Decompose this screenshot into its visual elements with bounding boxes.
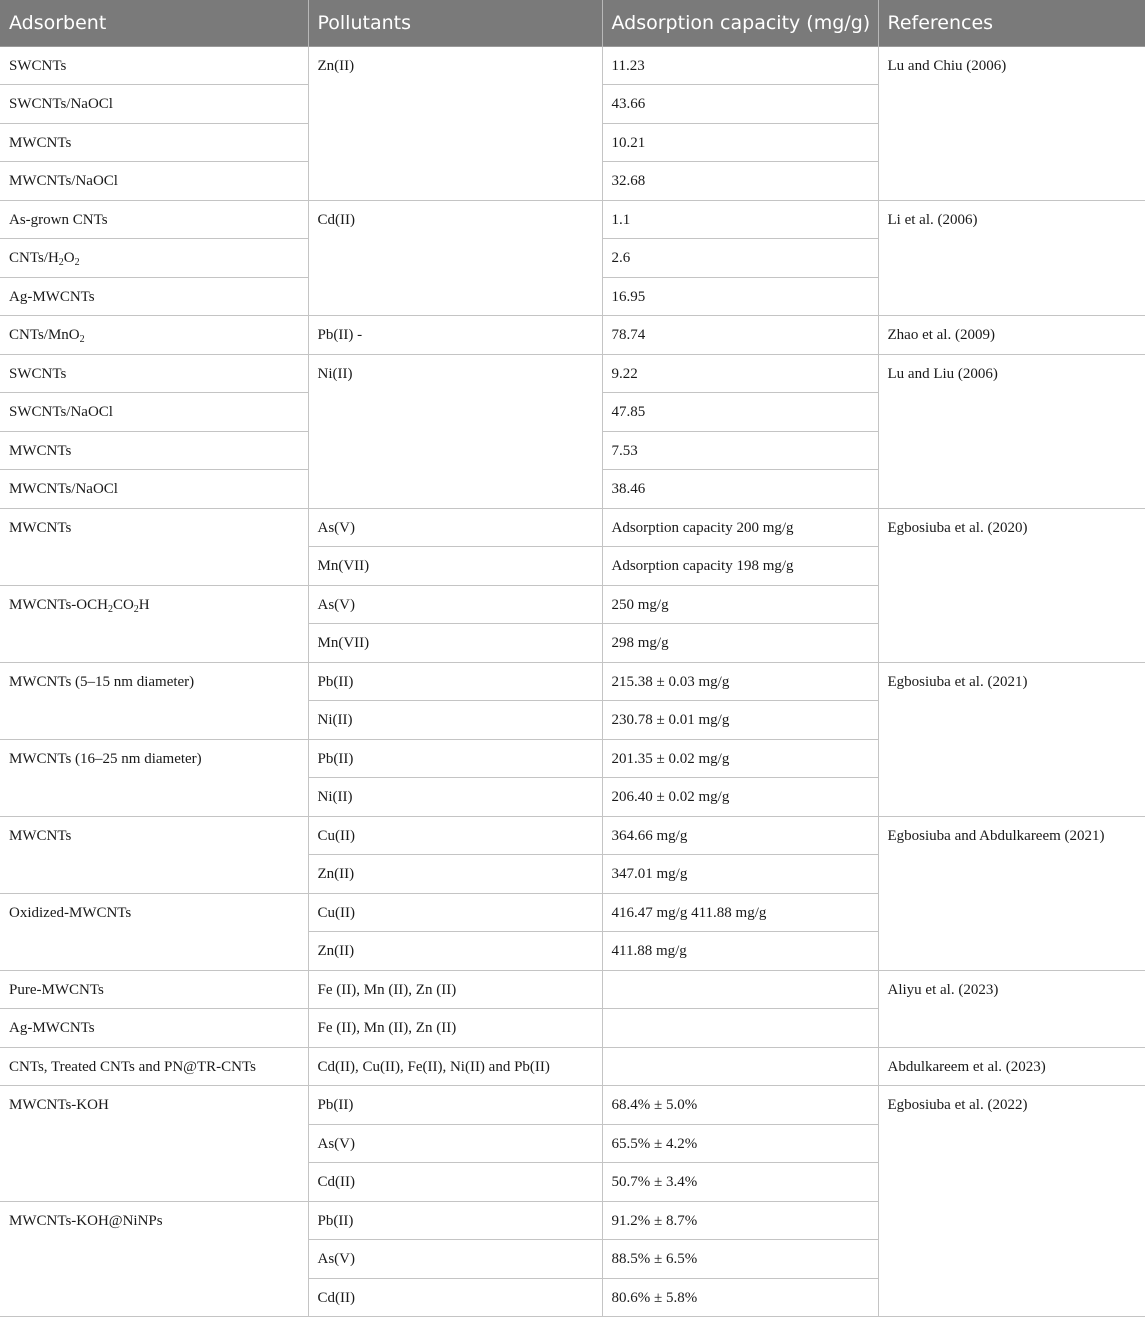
table-row [0,1086,1145,1125]
table-cell: Pb(II) [308,1086,602,1125]
table-cell: SWCNTs/NaOCl [0,85,308,124]
header-adsorbent: Adsorbent [0,0,308,46]
table-cell: As(V) [308,585,602,624]
table-cell: 10.21 [602,123,878,162]
table-row [0,1047,1145,1086]
table-cell: 88.5% ± 6.5% [602,1240,878,1279]
subscript-text: 2 [107,603,113,615]
table-cell: As(V) [308,508,602,547]
table-cell: Lu and Liu (2006) [878,354,1145,508]
table-row [0,508,1145,547]
table-cell: SWCNTs/NaOCl [0,393,308,432]
table-cell: 91.2% ± 8.7% [602,1201,878,1240]
cell-text: CNTs/H [9,250,59,266]
table-cell: Pb(II) [308,662,602,701]
table-cell: Zn(II) [308,855,602,894]
table-cell: Li et al. (2006) [878,200,1145,316]
table-cell: 80.6% ± 5.8% [602,1278,878,1317]
table-cell: 347.01 mg/g [602,855,878,894]
table-cell: 206.40 ± 0.02 mg/g [602,778,878,817]
table-cell: Pb(II) [308,739,602,778]
table-cell: Adsorption capacity 200 mg/g [602,508,878,547]
table-cell: 215.38 ± 0.03 mg/g [602,662,878,701]
table-cell [0,316,308,355]
header-adsorption-capacity: Adsorption capacity (mg/g) [602,0,878,46]
table-cell [602,970,878,1009]
cell-text: H [138,596,150,613]
table-cell: MWCNTs/NaOCl [0,162,308,201]
table-cell: Fe (II), Mn (II), Zn (II) [308,970,602,1009]
cell-text: CNTs/MnO [9,327,80,343]
table-cell: MWCNTs [0,431,308,470]
table-cell: 50.7% ± 3.4% [602,1163,878,1202]
table-cell: Fe (II), Mn (II), Zn (II) [308,1009,602,1048]
table-cell: 2.6 [602,239,878,278]
table-cell: 1.1 [602,200,878,239]
table-cell: MWCNTs [0,816,308,893]
table-cell [602,1047,878,1086]
table-cell: Pb(II) [308,1201,602,1240]
cell-text: O [63,250,75,266]
table-cell: Cd(II) [308,200,602,316]
subscript-text: 2 [133,603,139,615]
table-cell: Oxidized-MWCNTs [0,893,308,970]
table-row [0,970,1145,1009]
table-cell: 230.78 ± 0.01 mg/g [602,701,878,740]
table-row [0,354,1145,393]
table-cell: 68.4% ± 5.0% [602,1086,878,1125]
subscript-text: 2 [58,257,64,268]
table-cell: Mn(VII) [308,624,602,663]
header-pollutants: Pollutants [308,0,602,46]
table-cell: 47.85 [602,393,878,432]
table-cell: Egbosiuba and Abdulkareem (2021) [878,816,1145,970]
table-cell: Abdulkareem et al. (2023) [878,1047,1145,1086]
table-cell: Zn(II) [308,932,602,971]
table-row [0,316,1145,355]
table-cell: 201.35 ± 0.02 mg/g [602,739,878,778]
table-cell: Cd(II) [308,1278,602,1317]
table-cell: Ni(II) [308,778,602,817]
table-cell [602,1009,878,1048]
table-cell: Pb(II) - [308,316,602,355]
subscript-text: 2 [79,334,85,345]
table-cell: Zhao et al. (2009) [878,316,1145,355]
table-body [0,46,1145,1317]
table-cell: Cu(II) [308,893,602,932]
cell-text: CO [112,596,134,613]
table-cell: 7.53 [602,431,878,470]
table-cell: 9.22 [602,354,878,393]
table-cell: MWCNTs (5–15 nm diameter) [0,662,308,739]
table-cell: 250 mg/g [602,585,878,624]
table-cell: 65.5% ± 4.2% [602,1124,878,1163]
table-row [0,200,1145,239]
table-cell: Ni(II) [308,354,602,508]
table-cell: CNTs, Treated CNTs and PN@TR-CNTs [0,1047,308,1086]
table-cell: Adsorption capacity 198 mg/g [602,547,878,586]
table-cell: As(V) [308,1124,602,1163]
table-cell: Egbosiuba et al. (2022) [878,1086,1145,1317]
table-cell: Ni(II) [308,701,602,740]
table-cell: MWCNTs [0,123,308,162]
table-cell: 78.74 [602,316,878,355]
table-cell: 11.23 [602,46,878,85]
table-cell: Mn(VII) [308,547,602,586]
table-cell: Aliyu et al. (2023) [878,970,1145,1047]
subscript-text: 2 [74,257,80,268]
table-cell: 43.66 [602,85,878,124]
table-cell: 38.46 [602,470,878,509]
table-cell: Cu(II) [308,816,602,855]
table-cell [0,239,308,278]
table-cell: MWCNTs/NaOCl [0,470,308,509]
header-references: References [878,0,1145,46]
table-row [0,662,1145,701]
table-cell: Pure-MWCNTs [0,970,308,1009]
table-cell: MWCNTs-KOH [0,1086,308,1202]
table-row [0,46,1145,85]
table-cell: MWCNTs-KOH@NiNPs [0,1201,308,1317]
table-cell: As-grown CNTs [0,200,308,239]
table-cell: 32.68 [602,162,878,201]
table-cell: Zn(II) [308,46,602,200]
table-cell: 411.88 mg/g [602,932,878,971]
table-row [0,816,1145,855]
table-cell: Ag-MWCNTs [0,277,308,316]
table-cell: 298 mg/g [602,624,878,663]
table-cell: 416.47 mg/g 411.88 mg/g [602,893,878,932]
table-cell: Cd(II) [308,1163,602,1202]
table-cell: Lu and Chiu (2006) [878,46,1145,200]
table-cell: Ag-MWCNTs [0,1009,308,1048]
table-cell: Egbosiuba et al. (2021) [878,662,1145,816]
cell-text: MWCNTs-OCH [9,596,108,613]
table-cell: Cd(II), Cu(II), Fe(II), Ni(II) and Pb(II) [308,1047,602,1086]
table-cell [0,585,308,662]
table-cell: SWCNTs [0,46,308,85]
table-cell: MWCNTs (16–25 nm diameter) [0,739,308,816]
table-cell: 16.95 [602,277,878,316]
table-cell: As(V) [308,1240,602,1279]
table-cell: MWCNTs [0,508,308,585]
table-cell: SWCNTs [0,354,308,393]
header-row [0,0,1145,46]
table-cell: 364.66 mg/g [602,816,878,855]
table-cell: Egbosiuba et al. (2020) [878,508,1145,662]
